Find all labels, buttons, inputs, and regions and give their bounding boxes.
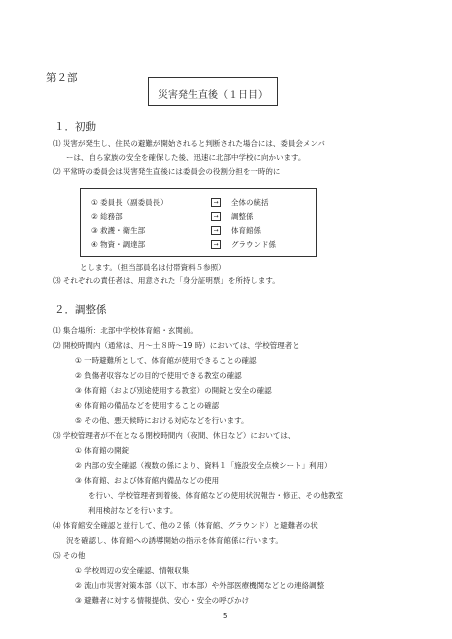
role-name: ④ 物資・調達部 bbox=[91, 240, 146, 249]
role-task: グラウンド係 bbox=[231, 240, 276, 249]
arrow-icon: → bbox=[211, 226, 221, 235]
section1-heading: １．初動 bbox=[54, 121, 96, 133]
role-row bbox=[91, 211, 311, 223]
s2-line: ⑸ その他 bbox=[53, 551, 86, 560]
arrow-icon: → bbox=[211, 240, 221, 249]
role-name: ② 総務部 bbox=[91, 212, 123, 221]
arrow-icon: → bbox=[211, 198, 221, 207]
section2-heading: ２．調整係 bbox=[54, 304, 107, 316]
role-task: 調整係 bbox=[231, 212, 254, 221]
s1-item3: ⑶ それぞれの責任者は、用意された「身分証明票」を所持します。 bbox=[53, 276, 280, 285]
s2-line: ① 体育館の開錠 bbox=[75, 446, 130, 455]
s2-line: ① 学校周辺の安全確認、情報収集 bbox=[75, 566, 190, 575]
role-row bbox=[91, 197, 311, 209]
s2-line: ① 一時避難所として、体育館が使用できることの確認 bbox=[75, 356, 257, 365]
page-number: 5 bbox=[223, 612, 228, 620]
s2-line: ③ 避難者に対する情報提供、安心・安全の呼びかけ bbox=[75, 596, 250, 605]
part-label: 第２部 bbox=[46, 72, 78, 84]
role-name: ③ 救護・衛生部 bbox=[91, 226, 146, 235]
s1-item2: ⑵ 平常時の委員会は災害発生直後には委員会の役割分担を一時的に bbox=[53, 167, 281, 176]
s2-line: ③ 体育館、および体育館内備品などの使用 bbox=[75, 476, 220, 485]
s2-line: ② 内部の安全確認（複数の係により、資料１「施設安全点検シート」利用） bbox=[75, 461, 332, 470]
role-task: 体育館係 bbox=[231, 226, 261, 235]
s1-item1-line1: ⑴ 災害が発生し、住民の避難が開始されると判断された場合には、委員会メンバ bbox=[53, 139, 325, 148]
s2-line: ⑶ 学校管理者が不在となる閉校時間内（夜間、休日など）においては、 bbox=[53, 431, 296, 440]
s2-line: を行い、学校管理者到着後、体育館などの使用状況報告・修正、その他教室 bbox=[88, 491, 343, 500]
role-task: 全体の統括 bbox=[231, 198, 269, 207]
s2-line: ② 負傷者収容などの目的で使用できる教室の確認 bbox=[75, 371, 242, 380]
s1-after-roles: とします。（担当部員名は付帯資料５参照） bbox=[80, 263, 226, 272]
s2-line: ③ 体育館（および別途使用する教室）の開錠と安全の確認 bbox=[75, 386, 272, 395]
role-row bbox=[91, 225, 311, 237]
s2-line: 利用検討などを行います。 bbox=[88, 506, 178, 515]
s2-line: ④ 体育館の備品などを使用することの確認 bbox=[75, 401, 220, 410]
s2-line: ⑷ 体育館安全確認と並行して、他の２係（体育館、グラウンド）と避難者の状 bbox=[53, 521, 318, 530]
s2-line: 況を確認し、体育館への誘導開始の指示を体育館係に行います。 bbox=[66, 536, 283, 545]
s2-line: ⑵ 開校時間内（通常は、月～土８時～19 時）においては、学校管理者と bbox=[53, 341, 300, 350]
s1-item1-line2: ーは、自ら家族の安全を確保した後、迅速に北部中学校に向かいます。 bbox=[66, 153, 306, 162]
title-box bbox=[148, 77, 278, 106]
s2-line: ② 流山市災害対策本部（以下、市本部）や外部医療機関などとの連絡調整 bbox=[75, 581, 325, 590]
role-name: ① 委員長（副委員長） bbox=[91, 198, 168, 207]
role-row bbox=[91, 239, 311, 251]
s2-line: ⑤ その他、悪天候時における対応などを行います。 bbox=[75, 416, 249, 425]
s2-line: ⑴ 集合場所：北部中学校体育館・玄関前。 bbox=[53, 326, 198, 335]
arrow-icon: → bbox=[211, 212, 221, 221]
roles-box bbox=[80, 188, 317, 257]
page-title: 災害発生直後（１日目） bbox=[158, 90, 268, 101]
